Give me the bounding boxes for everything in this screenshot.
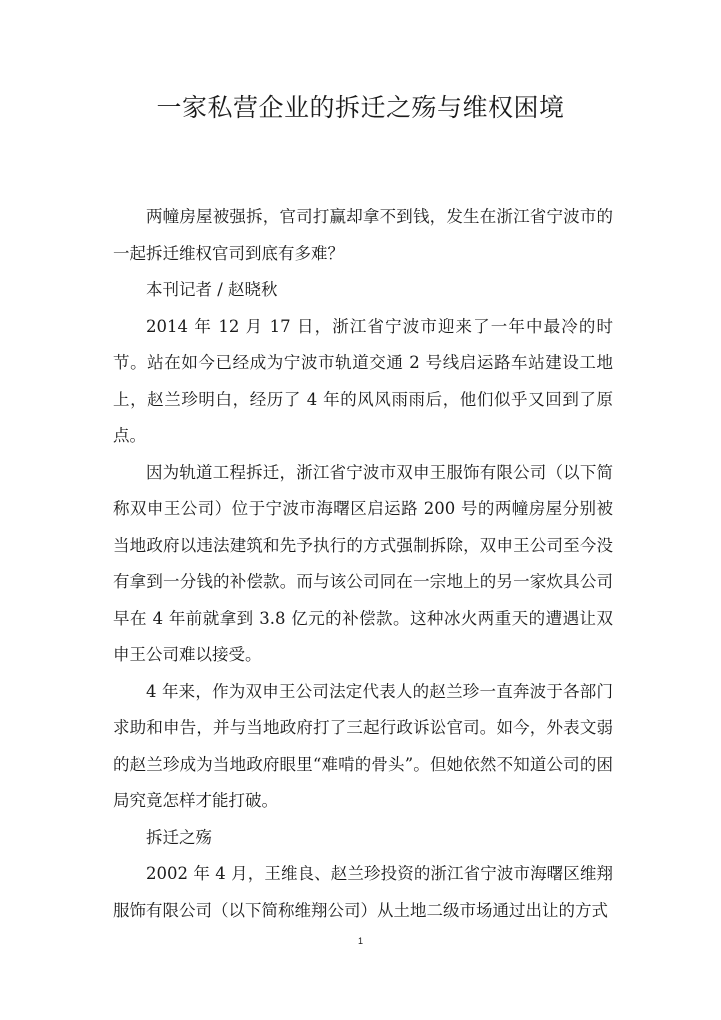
document-title: 一家私营企业的拆迁之殇与维权困境 (156, 93, 565, 122)
body-paragraph: 2014 年 12 月 17 日，浙江省宁波市迎来了一年中最冷的时节。站在如今已经成为宁波市轨道交通 2 号线启运路车站建设工地上，赵兰珍明白，经历了 4 年的风风雨雨后，他们似乎又回到了原点。 (113, 316, 613, 445)
body-paragraph: 因为轨道工程拆迁，浙江省宁波市双申王服饰有限公司（以下简称双申王公司）位于宁波市海曙区启运路 200 号的两幢房屋分别被当地政府以违法建筑和先予执行的方式强制拆除，双申王公司至今没有拿到一分钱的补偿款。而与该公司同在一宗地上的另一家炊具公司早在 4 年前就拿到 3.8 亿元的补偿款。这种冰火两重天的遭遇让双申王公司难以接受。 (113, 462, 613, 664)
section-heading: 拆迁之殇 (146, 827, 212, 847)
page-number: 1 (357, 936, 363, 946)
byline: 本刊记者 / 赵晓秋 (146, 280, 278, 299)
document-body (113, 199, 613, 929)
body-paragraph: 2002 年 4 月，王维良、赵兰珍投资的浙江省宁波市海曙区维翔服饰有限公司（以下简称维翔公司）从土地二级市场通过出让的方式 (113, 864, 613, 920)
lead-paragraph: 两幢房屋被强拆，官司打赢却拿不到钱，发生在浙江省宁波市的一起拆迁维权官司到底有多难？ (113, 207, 613, 263)
body-paragraph: 4 年来，作为双申王公司法定代表人的赵兰珍一直奔波于各部门求助和申告，并与当地政府打了三起行政诉讼官司。如今，外表文弱的赵兰珍成为当地政府眼里“难啃的骨头”。但她依然不知道公司的困局究竟怎样才能打破。 (113, 681, 613, 810)
